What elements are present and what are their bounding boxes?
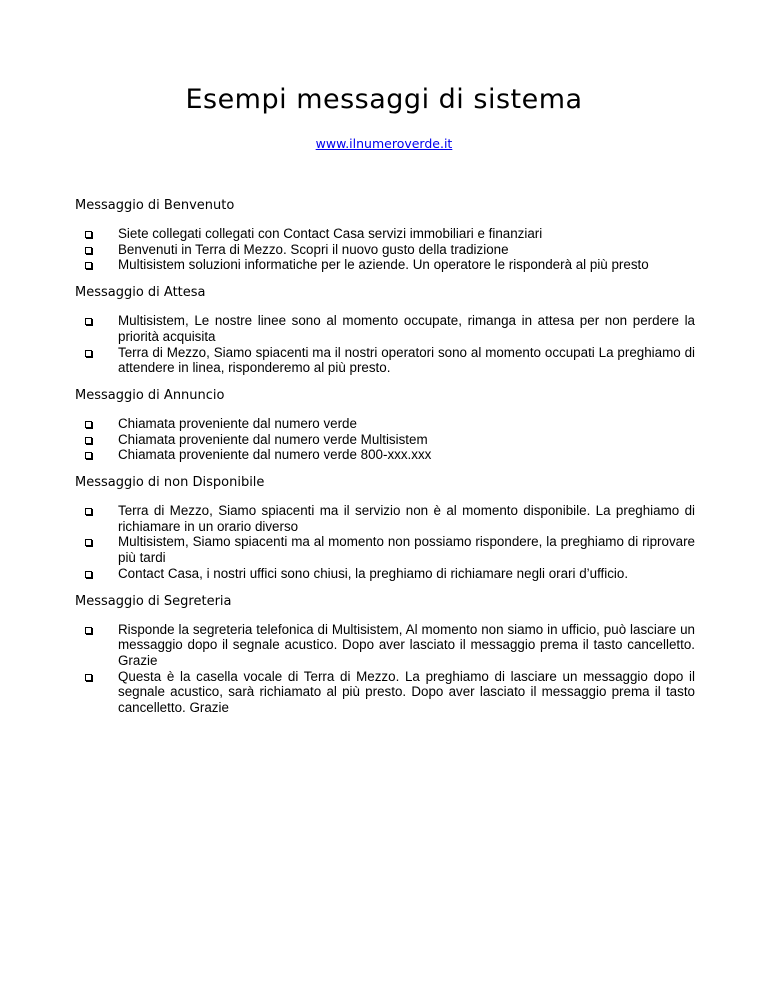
list-item-text: Multisistem, Le nostre linee sono al momento occupate, rimanga in attesa per non perdere la priorità acquisita [118,313,695,344]
list-item [75,534,695,565]
list-item-text: Chiamata proveniente dal numero verde [118,415,357,431]
page-title: Esempi messaggi di sistema [185,84,583,115]
list-item [75,669,695,716]
checkbox-bullet-icon [85,508,92,515]
section-heading: Messaggio di Annuncio [75,387,225,403]
section-segreteria [75,593,695,716]
message-list [75,503,695,582]
list-item [75,447,695,463]
list-item [75,416,695,432]
list-item-text: Terra di Mezzo, Siamo spiacenti ma il nostri operatori sono al momento occupati La preghiamo di attendere in linea, risponderemo al più presto. [118,344,695,376]
message-list [75,313,695,376]
list-item-text: Benvenuti in Terra di Mezzo. Scopri il nuovo gusto della tradizione [118,241,509,257]
message-list [75,622,695,716]
checkbox-bullet-icon [85,627,92,634]
list-item-text: Multisistem soluzioni informatiche per le aziende. Un operatore le risponderà al più presto [118,257,649,273]
section-heading: Messaggio di Segreteria [75,593,232,609]
checkbox-bullet-icon [85,571,92,578]
section-attesa [75,284,695,376]
section-non-disponibile [75,474,695,582]
checkbox-bullet-icon [85,421,92,428]
website-link[interactable]: www.ilnumeroverde.it [315,136,453,151]
checkbox-bullet-icon [85,452,92,459]
list-item [75,242,695,258]
list-item-text: Terra di Mezzo, Siamo spiacenti ma il servizio non è al momento disponibile. La preghiamo di richiamare in un orario diverso [118,503,695,534]
list-item [75,345,695,376]
list-item-text: Multisistem, Siamo spiacenti ma al momento non possiamo rispondere, la preghiamo di riprovare più tardi [118,534,695,566]
list-item [75,503,695,534]
list-item-text: Chiamata proveniente dal numero verde Multisistem [118,431,428,447]
section-heading: Messaggio di Benvenuto [75,198,235,213]
checkbox-bullet-icon [85,539,92,546]
list-item [75,622,695,669]
checkbox-bullet-icon [85,247,92,254]
list-item [75,566,695,582]
checkbox-bullet-icon [85,674,92,681]
list-item [75,313,695,344]
section-heading: Messaggio di Attesa [75,285,206,301]
list-item [75,226,695,242]
checkbox-bullet-icon [85,262,92,269]
list-item [75,257,695,273]
section-benvenuto [75,197,695,273]
message-list [75,226,695,273]
checkbox-bullet-icon [85,437,92,444]
list-item-text: Contact Casa, i nostri uffici sono chiusi, la preghiamo di richiamare negli orari d’ufficio. [118,565,629,581]
section-heading: Messaggio di non Disponibile [75,475,265,491]
document-body [75,197,695,727]
checkbox-bullet-icon [85,231,92,238]
list-item-text: Questa è la casella vocale di Terra di Mezzo. La preghiamo di lasciare un messaggio dopo il segnale acustico, sarà richiamato al più presto. Dopo aver lasciato il messaggio prema il tasto cancelletto. Grazie [118,668,695,716]
section-annuncio [75,387,695,463]
checkbox-bullet-icon [85,318,92,325]
list-item-text: Chiamata proveniente dal numero verde 800-xxx.xxx [118,447,432,463]
checkbox-bullet-icon [85,350,92,357]
list-item-text: Siete collegati collegati con Contact Casa servizi immobiliari e finanziari [118,226,543,241]
list-item [75,432,695,448]
message-list [75,416,695,463]
list-item-text: Risponde la segreteria telefonica di Multisistem, Al momento non siamo in ufficio, può lasciare un messaggio dopo il segnale acustico. Dopo aver lasciato il messaggio prema il tasto cancelletto. Grazie [118,621,695,668]
